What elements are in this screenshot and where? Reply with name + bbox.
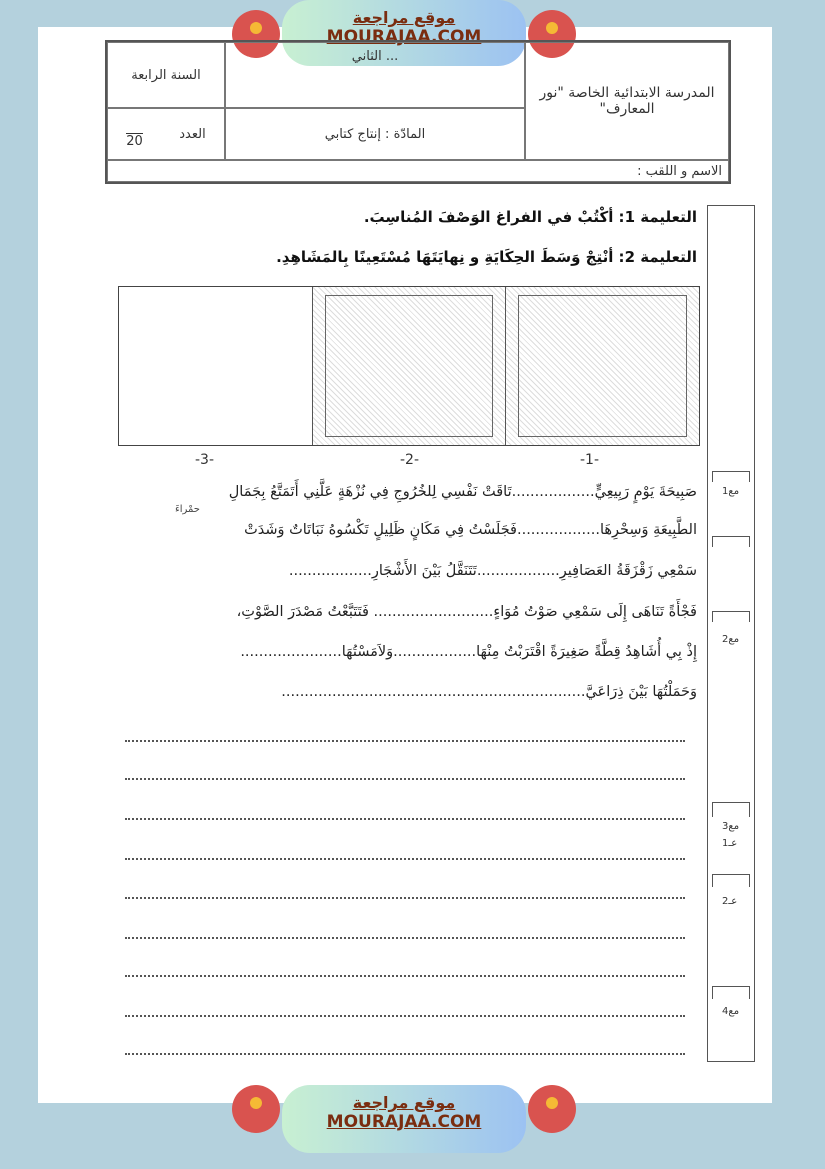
criterion-label: مع2 <box>722 634 740 645</box>
score-total: 20 <box>126 134 143 149</box>
writing-line[interactable] <box>125 1053 685 1055</box>
writing-line[interactable] <box>125 975 685 977</box>
writing-line[interactable] <box>125 740 685 742</box>
header-table <box>105 40 731 184</box>
text-line: الطَّبِيعَةِ وَسِحْرِهَا..................فَجَلَسْتُ فِي مَكَانٍ ظَلِيلٍ تَكْسُوهُ نَبَاتَاتٌ وَشَدَتْ <box>244 522 697 538</box>
scene-3-image <box>119 287 312 445</box>
criterion-label: مع3 <box>722 821 740 832</box>
logo-badge-icon <box>232 1085 280 1133</box>
grading-margin <box>707 205 755 1062</box>
logo-badge-icon <box>528 1085 576 1133</box>
writing-line[interactable] <box>125 818 685 820</box>
writing-line[interactable] <box>125 897 685 899</box>
criterion-label: عـ1 <box>722 838 738 849</box>
criterion-label: مع4 <box>722 1006 740 1017</box>
picture-label-3: -3- <box>195 452 215 468</box>
scene-2-image <box>312 287 506 445</box>
instruction-1: التعليمة 1: أكْتُبْ في الفراغ الوَصْفَ المُناسِبَ. <box>363 208 697 226</box>
watermark-arabic: موقع مراجعة <box>352 8 456 27</box>
writing-line[interactable] <box>125 1015 685 1017</box>
grade-box[interactable] <box>712 471 750 482</box>
score-cell <box>107 108 225 160</box>
text-line: سَمْعِي زَقْزَقَةُ العَصَافِيرِ..................تَتَنَقَّلُ بَيْنَ الأَشْجَارِ.................. <box>288 563 697 579</box>
watermark-banner[interactable] <box>282 1085 526 1153</box>
school-name: المدرسة الابتدائية الخاصة "نور المعارف" <box>525 42 729 160</box>
scene-1-image <box>505 287 699 445</box>
watermark-site: MOURAJAA.COM <box>326 1112 482 1132</box>
text-line: إِذْ بِي أُشَاهِدُ قِطَّةً صَغِيرَةً اقْتَرَبْتُ مِنْهَا..................وَلاَمَسْتُهَا...................... <box>240 644 697 660</box>
writing-line[interactable] <box>125 937 685 939</box>
watermark-site: MOURAJAA.COM <box>326 27 482 47</box>
instruction-2: التعليمة 2: أنْتِجْ وَسَطَ الحِكَايَةِ و نِهايَتَهَا مُسْتَعِينًا بِالمَشَاهِدِ. <box>276 248 697 266</box>
grade-box[interactable] <box>712 986 750 999</box>
subject: المادّة : إنتاج كتابي <box>225 108 525 160</box>
writing-line[interactable] <box>125 778 685 780</box>
grade-level: السنة الرابعة <box>107 42 225 108</box>
grade-box[interactable] <box>712 536 750 547</box>
writing-line[interactable] <box>125 858 685 860</box>
text-line: صَبِيحَةَ يَوْمٍ رَبِيعِيٍّ..................تَاقَتْ نَفْسِي لِلخُرُوجِ فِي نُزْهَةٍ عَلَّنِي أَتَمَتَّعُ بِجَمَالِ <box>228 484 697 500</box>
text-line: فَجْأَةً تَنَاهَى إِلَى سَمْعِي صَوْتُ مُوَاءٍ.......................... فَتَتَبَّعْتُ مَصْدَرَ الصَّوْتِ، <box>236 604 697 620</box>
exam-title: ... الثاني <box>225 42 525 108</box>
handwritten-annotation: حمْراءَ <box>175 504 200 515</box>
text-line: وَحَمَلْتُهَا بَيْنَ ذِرَاعَيَّ.................................................................. <box>281 684 697 700</box>
picture-strip <box>118 286 700 446</box>
grade-box[interactable] <box>712 802 750 817</box>
picture-label-2: -2- <box>400 452 420 468</box>
watermark-arabic: موقع مراجعة <box>352 1093 456 1112</box>
picture-label-1: -1- <box>580 452 600 468</box>
criterion-label: عـ2 <box>722 896 738 907</box>
score-label: العدد <box>179 126 206 142</box>
grade-box[interactable] <box>712 611 750 622</box>
grade-box[interactable] <box>712 874 750 887</box>
criterion-label: مع1 <box>722 486 740 497</box>
name-field[interactable]: الاسم و اللقب : <box>107 160 729 182</box>
